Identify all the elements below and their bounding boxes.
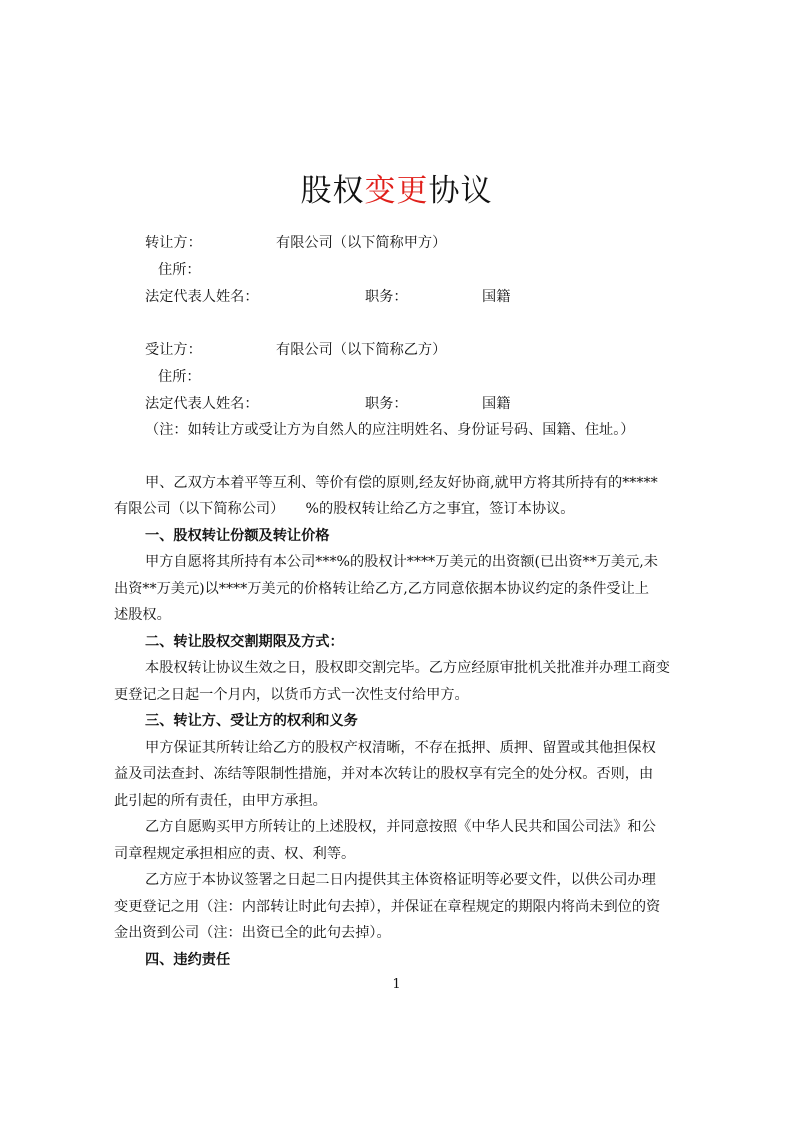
transferor-position-label: 职务： [365, 289, 408, 305]
section-3-paragraph-1-line: 益及司法查封、冻结等限制性措施，并对本次转让的股权享有完全的处分权。否则，由 [114, 766, 654, 782]
section-2-line: 更登记之日起一个月内，以货币方式一次性支付给甲方。 [114, 687, 469, 703]
page-number: 1 [392, 977, 401, 992]
transferor-rep-label: 法定代表人姓名： [145, 289, 259, 305]
transferee-address-label: 住所： [158, 369, 201, 385]
transferee-label: 受让方： [145, 342, 202, 358]
section-1-line: 述股权。 [114, 607, 171, 623]
section-3-paragraph-1-line: 此引起的所有责任，由甲方承担。 [114, 793, 327, 809]
section-1-line: 甲方自愿将其所持有本公司***%的股权计****万美元的出资额(已出资**万美元,未 [145, 554, 658, 570]
title-part-2-highlight: 变更 [364, 173, 429, 209]
section-3-paragraph-3-line: 乙方应于本协议签署之日起二日内提供其主体资格证明等必要文件，以供公司办理 [145, 872, 656, 888]
transferee-nationality-label: 国籍 [482, 396, 511, 412]
title-part-3: 协议 [428, 173, 493, 209]
section-3-paragraph-1-line: 甲方保证其所转让给乙方的股权产权清晰，不存在抵押、质押、留置或其他担保权 [145, 740, 656, 756]
intro-line: 有限公司（以下简称公司） %的股权转让给乙方之事宜，签订本协议。 [114, 501, 575, 517]
transferor-nationality-label: 国籍 [482, 289, 511, 305]
section-3-paragraph-3-line: 变更登记之用（注：内部转让时此句去掉），并保证在章程规定的期限内将尚未到位的资 [114, 899, 661, 915]
transferee-company: 有限公司（以下简称乙方） [276, 342, 447, 358]
transferee-rep-label: 法定代表人姓名： [145, 396, 259, 412]
transferor-address-label: 住所： [158, 262, 201, 278]
transferor-company: 有限公司（以下简称甲方） [276, 235, 447, 251]
section-1-heading: 一、股权转让份额及转让价格 [145, 528, 330, 544]
transferee-position-label: 职务： [365, 396, 408, 412]
section-1-line: 出资**万美元)以****万美元的价格转让给乙方,乙方同意依据本协议约定的条件受让上 [114, 581, 649, 597]
title-part-1: 股权 [300, 173, 365, 209]
section-2-heading: 二、转让股权交割期限及方式： [145, 634, 344, 650]
identity-note: （注：如转让方或受让方为自然人的应注明姓名、身份证号码、国籍、住址。） [145, 422, 635, 438]
section-3-heading: 三、转让方、受让方的权利和义务 [145, 713, 358, 729]
document-title [0, 165, 793, 210]
section-3-paragraph-2-line: 乙方自愿购买甲方所转让的上述股权，并同意按照《中华人民共和国公司法》和公 [145, 819, 656, 835]
intro-line: 甲、乙双方本着平等互利、等价有偿的原则,经友好协商,就甲方将其所持有的***** [145, 475, 658, 491]
section-4-heading: 四、违约责任 [145, 952, 231, 968]
transferor-label: 转让方： [145, 235, 202, 251]
section-3-paragraph-3-line: 金出资到公司（注：出资已全的此句去掉）。 [114, 925, 391, 941]
section-2-line: 本股权转让协议生效之日，股权即交割完毕。乙方应经原审批机关批准并办理工商变 [145, 660, 670, 676]
section-3-paragraph-2-line: 司章程规定承担相应的责、权、利等。 [114, 846, 356, 862]
